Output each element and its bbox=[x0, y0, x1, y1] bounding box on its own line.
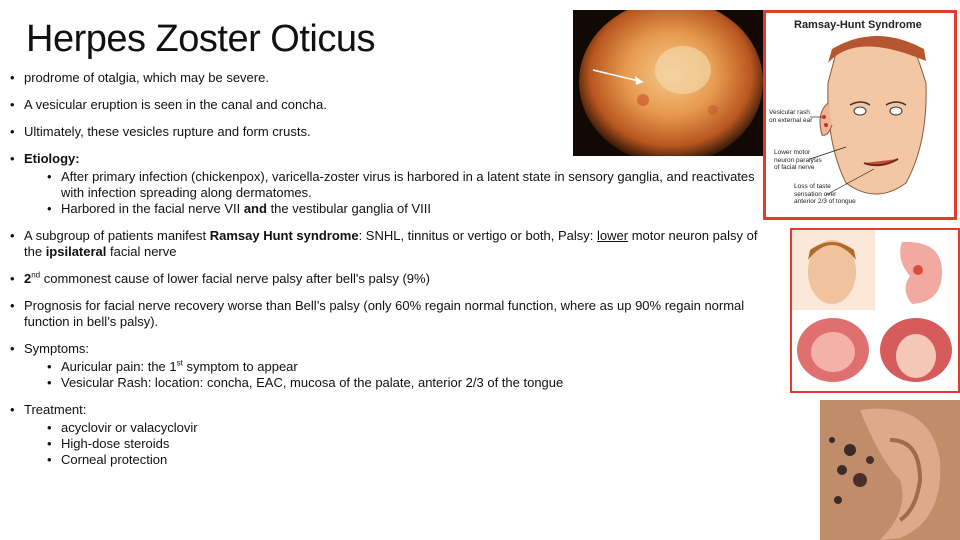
bullet-ramsay-hunt: • A subgroup of patients manifest Ramsay Hunt syndrome: SNHL, tinnitus or vertigo or both, Palsy: lower motor neuron palsy of the ipsilateral facial nerve bbox=[10, 228, 770, 260]
sub-bullet-steroids: • High-dose steroids bbox=[10, 436, 770, 452]
bullet-etiology bbox=[10, 151, 770, 217]
label-loss-of-taste: Loss of taste sensation over anterior 2/3 of tongue bbox=[794, 183, 856, 205]
clinical-findings-collage bbox=[790, 228, 960, 393]
label-lower-motor-neuron: Lower motor neuron paralysis of facial nerve bbox=[774, 149, 822, 171]
sub-bullet-acyclovir: • acyclovir or valacyclovir bbox=[10, 420, 770, 436]
etiology-label: Etiology: bbox=[24, 151, 80, 166]
symptoms-label: Symptoms: bbox=[24, 341, 90, 356]
ramsay-hunt-diagram bbox=[763, 10, 957, 220]
otoscopic-eardrum-image bbox=[573, 10, 765, 156]
sub-bullet-corneal: • Corneal protection bbox=[10, 452, 770, 468]
slide-title: Herpes Zoster Oticus bbox=[26, 18, 375, 60]
ear-vesicles-photo bbox=[820, 400, 960, 540]
treatment-label: Treatment: bbox=[24, 402, 87, 417]
sub-bullet-primary-infection: • After primary infection (chickenpox), varicella-zoster virus is harbored in a latent state in sensory ganglia, and reactivates with infection spreading along dermatomes. bbox=[10, 169, 770, 201]
bullet-vesicular-eruption: • A vesicular eruption is seen in the canal and concha. bbox=[10, 97, 770, 113]
sub-bullet-auricular-pain: • Auricular pain: the 1st symptom to appear bbox=[10, 359, 770, 375]
label-vesicular-rash: Vesicular rash on external ear bbox=[769, 109, 813, 124]
bullet-second-commonest: • 2nd commonest cause of lower facial nerve palsy after bell's palsy (9%) bbox=[10, 271, 770, 287]
sub-bullet-harbored: • Harbored in the facial nerve VII and the vestibular ganglia of VIII bbox=[10, 201, 770, 217]
bullet-treatment bbox=[10, 402, 770, 468]
sub-bullet-vesicular-rash: • Vesicular Rash: location: concha, EAC, mucosa of the palate, anterior 2/3 of the tongue bbox=[10, 375, 770, 391]
bullet-prognosis: • Prognosis for facial nerve recovery worse than Bell’s palsy (only 60% regain normal function, where as up 90% regain normal function in bell’s palsy). bbox=[10, 298, 770, 330]
diagram-title: Ramsay-Hunt Syndrome bbox=[794, 19, 922, 31]
bullet-symptoms bbox=[10, 341, 770, 391]
bullet-rupture-crusts: • Ultimately, these vesicles rupture and form crusts. bbox=[10, 124, 770, 140]
bullet-prodrome: • prodrome of otalgia, which may be severe. bbox=[10, 70, 770, 86]
